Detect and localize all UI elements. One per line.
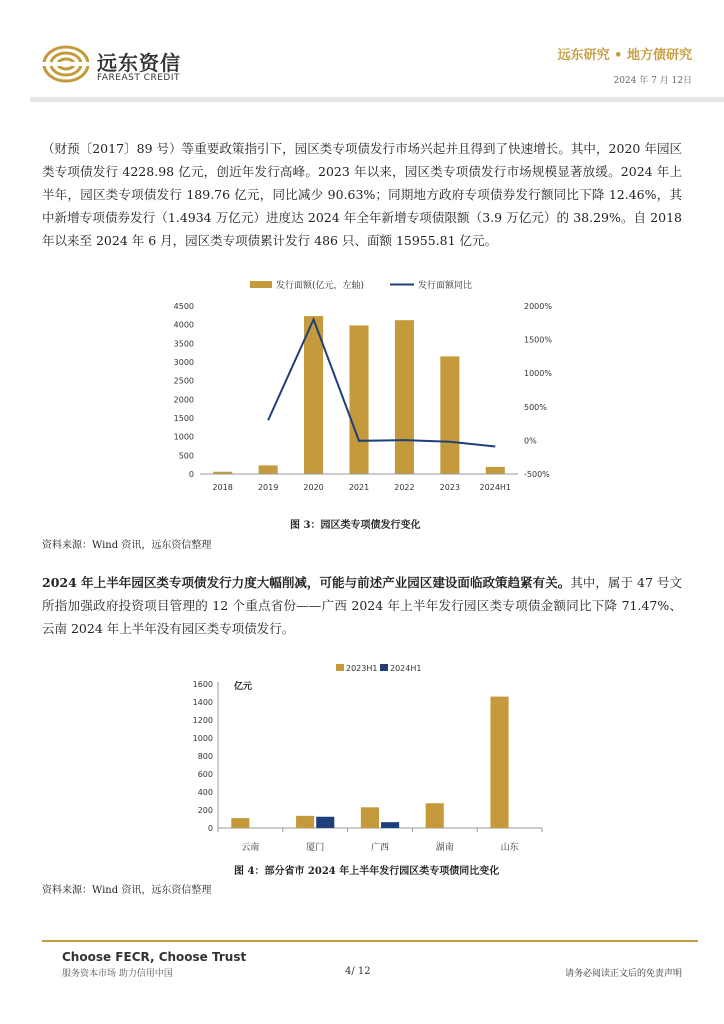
y-axis-tick-label: 400: [197, 788, 213, 797]
x-axis-tick-label: 厦门: [306, 843, 325, 853]
chart1-svg: [150, 270, 570, 500]
left-axis-tick-label: 4000: [173, 320, 194, 330]
bar-issuance: [440, 356, 459, 474]
chart1-source: 资料来源：Wind 资讯，远东资信整理: [42, 540, 212, 551]
bar-2024h1: [316, 817, 334, 828]
line-yoy-change: [268, 319, 495, 446]
footer-subtitle: 服务资本市场 助力信用中国: [62, 969, 173, 979]
legend-label-2023h1: 2023H1: [346, 664, 378, 673]
bar-issuance: [349, 325, 368, 474]
y-axis-tick-label: 1400: [192, 698, 213, 707]
y-axis-tick-label: 0: [207, 824, 213, 833]
bar-2023h1: [231, 818, 249, 828]
footer-divider: [42, 940, 698, 942]
y-axis-tick-label: 800: [197, 752, 213, 761]
bar-issuance: [486, 467, 505, 474]
left-axis-tick-label: 2500: [173, 376, 194, 386]
bar-2023h1: [426, 803, 444, 828]
left-axis-tick-label: 1000: [173, 432, 194, 442]
x-axis-tick-label: 2023: [439, 483, 461, 492]
chart1-caption: 图 3：园区类专项债发行变化: [290, 520, 421, 531]
bar-2023h1: [361, 807, 379, 828]
bar-2023h1: [296, 816, 314, 828]
footer-slogan: Choose FECR, Choose Trust: [62, 950, 247, 964]
page-header: [0, 0, 724, 100]
brand-name-en: FAREAST CREDIT: [97, 73, 180, 83]
x-axis-tick-label: 2022: [394, 483, 415, 492]
right-axis-tick-label: -500%: [524, 470, 550, 479]
bar-2024h1: [381, 822, 399, 828]
chart-park-bond-issuance: [150, 270, 570, 500]
chart2-caption: 图 4：部分省市 2024 年上半年发行园区类专项债同比变化: [234, 866, 500, 877]
body-paragraph-1: （财预〔2017〕89 号）等重要政策指引下，园区类专项债发行市场兴起并且得到了快速增长。其中，2020 年园区类专项债发行 4228.98 亿元，创近年发行高峰。2023 年以来，园区类专项债发行市场规模显著放缓。2024 年上半年，园区类专项债发行 189.76 亿元，同比减少 90.63%；同期地方政府专项债券发行额同比下降 12.46%，其中新增专项债券发行（1.4934 万亿元）进度达 2024 年全年新增专项债限额（3.9 万亿元）的 38.29%。自 2018 年以来至 2024 年 6 月，园区类专项债累计发行 486 只、面额 15955.81 亿元。: [42, 141, 682, 248]
x-axis-tick-label: 广西: [370, 843, 390, 853]
legend-label-bar: 发行面额(亿元，左轴): [276, 281, 365, 291]
legend-swatch-2023h1: [336, 664, 344, 671]
left-axis-tick-label: 1500: [173, 414, 194, 423]
brand-name-cn: 远东资信: [97, 51, 181, 75]
legend-label-2024h1: 2024H1: [390, 664, 422, 673]
y-axis-tick-label: 600: [197, 770, 213, 779]
report-type: 远东研究 • 地方债研究: [557, 48, 692, 63]
x-axis-tick-label: 2024H1: [479, 483, 512, 492]
legend-label-line: 发行面额同比: [418, 281, 473, 291]
footer-disclaimer: 请务必阅读正文后的免责声明: [564, 969, 682, 979]
left-axis-tick-label: 3500: [173, 339, 194, 349]
y-axis-tick-label: 1000: [192, 734, 213, 743]
legend-swatch-2024h1: [380, 664, 388, 671]
x-axis-tick-label: 2019: [257, 483, 279, 492]
left-axis-tick-label: 2000: [173, 395, 194, 405]
left-axis-tick-label: 3000: [173, 358, 194, 367]
y-axis-tick-label: 200: [197, 806, 213, 815]
right-axis-tick-label: 0%: [524, 436, 537, 446]
x-axis-tick-label: 2018: [212, 483, 233, 492]
left-axis-tick-label: 0: [188, 470, 194, 479]
left-axis-tick-label: 500: [178, 451, 194, 461]
chart-province-comparison: [180, 658, 560, 858]
right-axis-tick-label: 2000%: [524, 302, 552, 311]
y-axis-tick-label: 1200: [192, 716, 213, 725]
fareast-credit-logo-icon: [42, 44, 90, 84]
right-axis-tick-label: 500%: [524, 402, 547, 412]
x-axis-tick-label: 2020: [303, 483, 324, 492]
x-axis-tick-label: 山东: [500, 843, 519, 853]
page-number: 4/ 12: [345, 966, 371, 977]
left-axis-tick-label: 4500: [173, 302, 194, 311]
x-axis-tick-label: 2021: [348, 483, 370, 492]
report-date: 2024 年 7 月 12日: [613, 76, 692, 86]
paragraph-2-text: 其中，属于 47 号文所指加强政府投资项目管理的 12 个重点省份——广西 2024 年上半年发行园区类专项债金额同比下降 71.47%、云南 2024 年上半年没有园区类专项债发行。: [42, 575, 682, 636]
bar-issuance: [395, 320, 414, 474]
right-axis-tick-label: 1500%: [524, 335, 552, 345]
y-axis-tick-label: 1600: [192, 680, 213, 689]
x-axis-tick-label: 湖南: [435, 843, 454, 853]
bar-2023h1: [490, 697, 508, 828]
right-axis-tick-label: 1000%: [524, 369, 552, 379]
bar-issuance: [259, 465, 278, 474]
chart2-source: 资料来源：Wind 资讯，远东资信整理: [42, 885, 212, 896]
header-divider: [30, 97, 724, 102]
x-axis-tick-label: 云南: [241, 843, 260, 853]
paragraph-2-bold: 2024 年上半年园区类专项债发行力度大幅削减，可能与前述产业园区建设面临政策趋紧有关。: [42, 575, 571, 590]
chart2-svg: [180, 658, 560, 858]
body-paragraph-2: [42, 571, 682, 640]
legend-swatch-bar: [250, 281, 272, 288]
y-axis-unit-label: 亿元: [234, 682, 253, 692]
